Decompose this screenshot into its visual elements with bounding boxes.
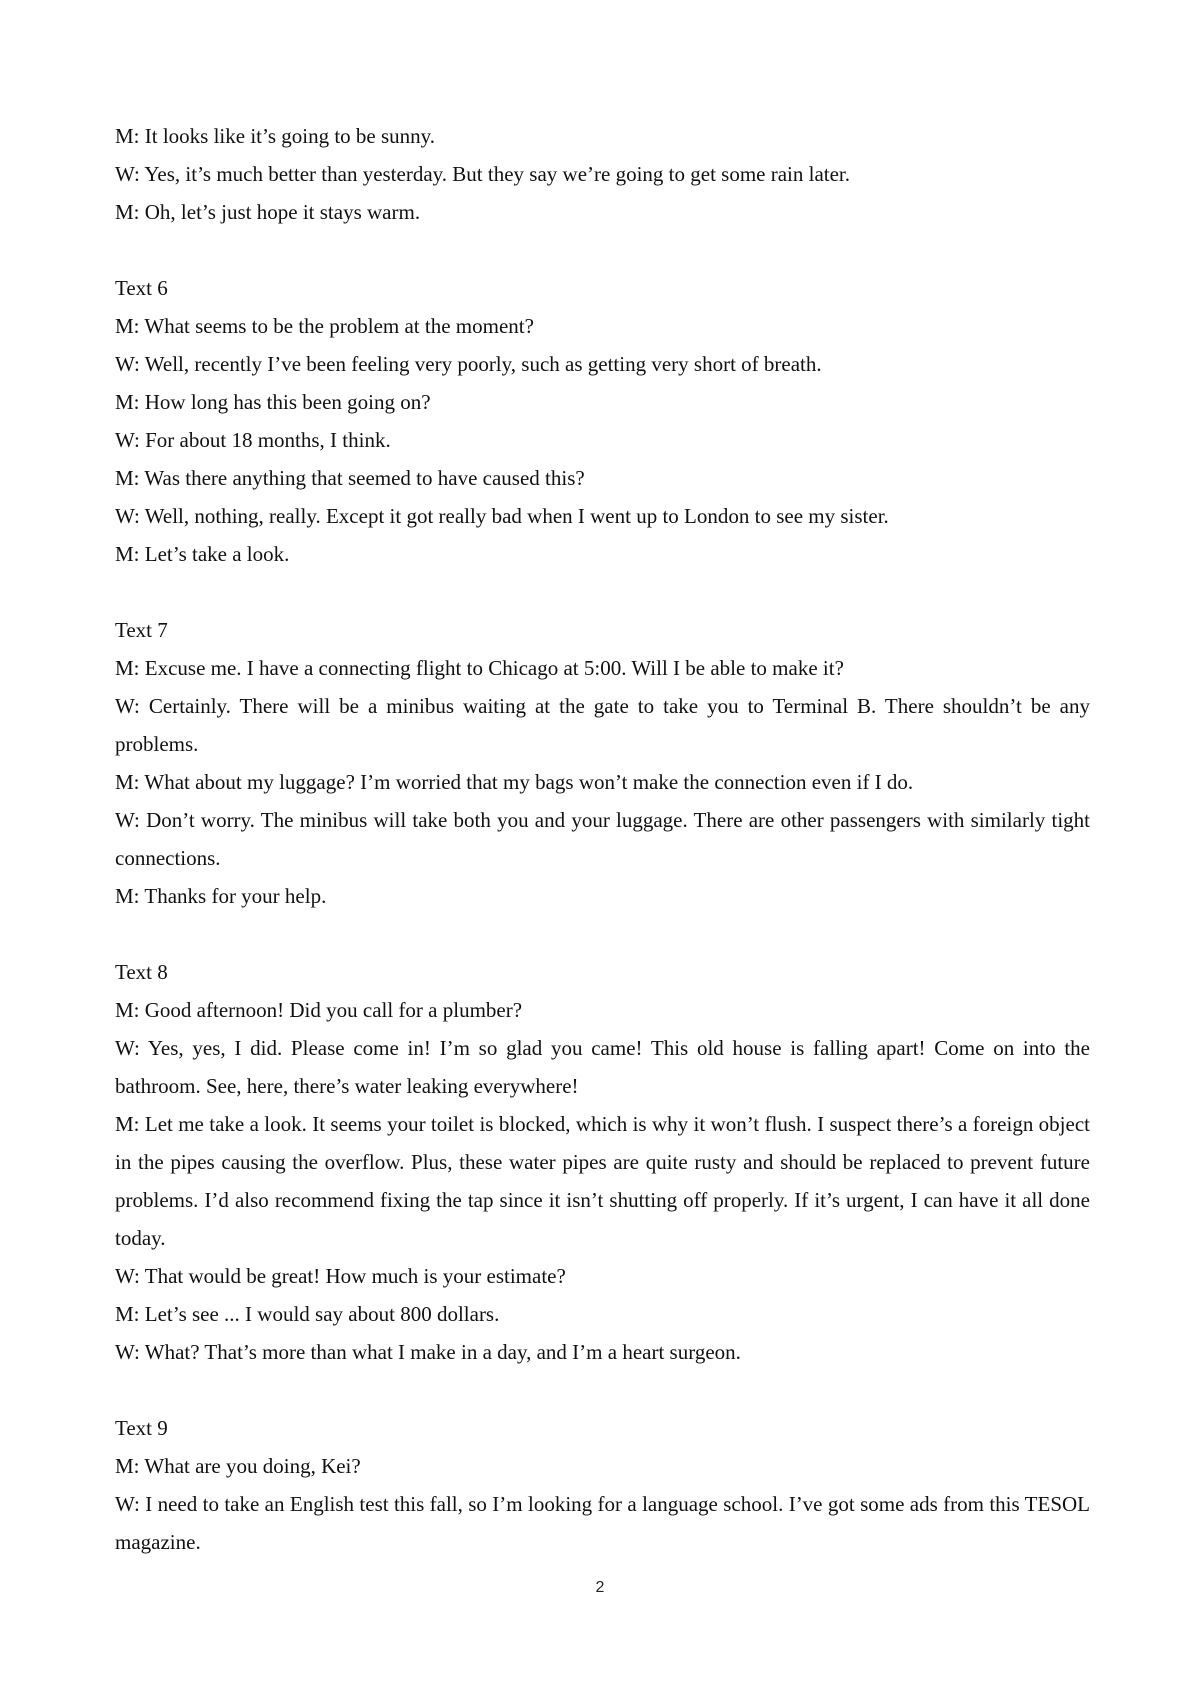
section-gap [115, 231, 1090, 269]
dialogue-line: W: I need to take an English test this fall, so I’m looking for a language school. I’ve got some ads from this TESOL magazine. [115, 1492, 1090, 1554]
section-text-7 [115, 611, 1090, 915]
dialogue-line: M: It looks like it’s going to be sunny. [115, 124, 436, 148]
dialogue-line: W: Don’t worry. The minibus will take both you and your luggage. There are other passengers with similarly tight connections. [115, 808, 1090, 870]
dialogue-line: W: What? That’s more than what I make in a day, and I’m a heart surgeon. [115, 1340, 741, 1364]
section-text-8 [115, 953, 1090, 1371]
section-heading: Text 6 [115, 276, 168, 300]
dialogue-line: W: Certainly. There will be a minibus waiting at the gate to take you to Terminal B. There shouldn’t be any problems. [115, 694, 1090, 756]
dialogue-line: M: Let’s take a look. [115, 542, 290, 566]
document-page [115, 117, 1090, 1561]
section-heading: Text 7 [115, 618, 168, 642]
section-heading: Text 9 [115, 1416, 168, 1440]
dialogue-line: M: What are you doing, Kei? [115, 1454, 361, 1478]
dialogue-line: W: For about 18 months, I think. [115, 428, 391, 452]
dialogue-line: M: What seems to be the problem at the moment? [115, 314, 534, 338]
section-text-6 [115, 269, 1090, 573]
dialogue-line: M: What about my luggage? I’m worried that my bags won’t make the connection even if I do. [115, 770, 914, 794]
dialogue-line: M: Was there anything that seemed to have caused this? [115, 466, 585, 490]
dialogue-line: M: Oh, let’s just hope it stays warm. [115, 200, 421, 224]
dialogue-line: M: Good afternoon! Did you call for a plumber? [115, 998, 523, 1022]
dialogue-line: M: Thanks for your help. [115, 884, 327, 908]
dialogue-line: W: Well, nothing, really. Except it got really bad when I went up to London to see my sister. [115, 504, 889, 528]
dialogue-line: M: Let’s see ... I would say about 800 dollars. [115, 1302, 500, 1326]
section-gap [115, 915, 1090, 953]
dialogue-line: W: Yes, yes, I did. Please come in! I’m so glad you came! This old house is falling apart! Come on into the bathroom. See, here, there’s water leaking everywhere! [115, 1036, 1090, 1098]
intro-dialogue [115, 117, 1090, 231]
dialogue-line: W: Yes, it’s much better than yesterday. But they say we’re going to get some rain later. [115, 162, 851, 186]
section-text-9 [115, 1409, 1090, 1561]
dialogue-line: W: That would be great! How much is your estimate? [115, 1264, 566, 1288]
dialogue-line: W: Well, recently I’ve been feeling very poorly, such as getting very short of breath. [115, 352, 822, 376]
page-number: 2 [595, 1579, 605, 1596]
section-heading: Text 8 [115, 960, 168, 984]
section-gap [115, 573, 1090, 611]
section-gap [115, 1371, 1090, 1409]
dialogue-line: M: How long has this been going on? [115, 390, 431, 414]
dialogue-line: M: Let me take a look. It seems your toilet is blocked, which is why it won’t flush. I suspect there’s a foreign object in the pipes causing the overflow. Plus, these water pipes are quite rusty and should be replaced to prevent future problems. I’d also recommend fixing the tap since it isn’t shutting off properly. If it’s urgent, I can have it all done today. [115, 1112, 1090, 1250]
dialogue-line: M: Excuse me. I have a connecting flight to Chicago at 5:00. Will I be able to make it? [115, 656, 844, 680]
